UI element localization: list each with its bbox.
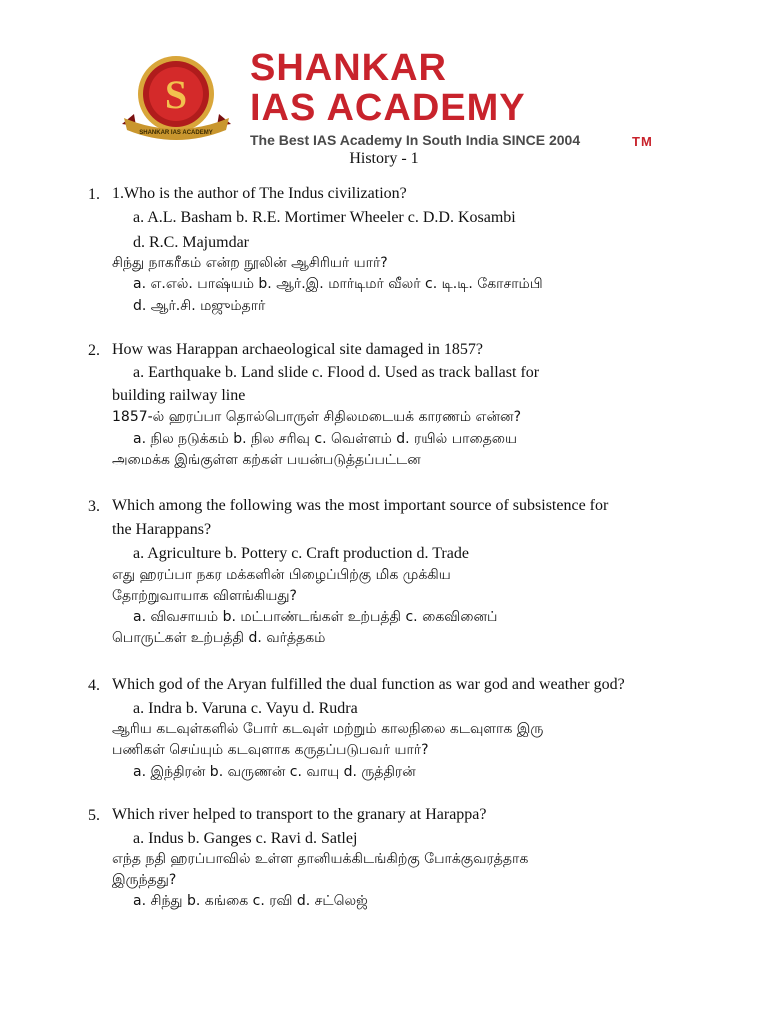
question-text-tamil: a. எ.எல். பாஷ்யம் b. ஆர்.இ. மார்டிமர் வீலர் c. டி.டி. கோசாம்பி bbox=[133, 276, 543, 292]
answer-options-english: building railway line bbox=[112, 387, 246, 404]
page-header bbox=[0, 0, 768, 150]
brand-name-line2-text: IAS ACADEMY bbox=[250, 87, 526, 129]
question-text-tamil: a. விவசாயம் b. மட்பாண்டங்கள் உற்பத்தி c. கைவினைப் bbox=[133, 609, 498, 625]
question-text-tamil: பணிகள் செய்யும் கடவுளாக கருதப்படுபவர் யார்? bbox=[112, 742, 429, 758]
brand-name-line1: SHANKAR bbox=[250, 47, 447, 89]
emblem-ribbon-text: SHANKAR IAS ACADEMY bbox=[139, 130, 213, 136]
question-text-english: Which god of the Aryan fulfilled the dual function as war god and weather god? bbox=[112, 676, 625, 693]
answer-options-english: a. Indus b. Ganges c. Ravi d. Satlej bbox=[133, 830, 358, 847]
question-text-tamil: a. நில நடுக்கம் b. நில சரிவு c. வெள்ளம் d. ரயில் பாதையை bbox=[133, 431, 518, 447]
trademark-mark: TM bbox=[632, 134, 653, 149]
answer-options-english: the Harappans? bbox=[112, 521, 212, 538]
question-text-tamil: அமைக்க இங்குள்ள கற்கள் பயன்படுத்தப்பட்டன bbox=[112, 452, 421, 468]
question-text-tamil: ஆரிய கடவுள்களில் போர் கடவுள் மற்றும் காலநிலை கடவுளாக இரு bbox=[112, 721, 544, 737]
answer-options-english: a. Earthquake b. Land slide c. Flood d. Used as track ballast for bbox=[133, 364, 540, 381]
question-number: 2. bbox=[88, 342, 100, 359]
question-text-tamil: 1857-ல் ஹரப்பா தொல்பொருள் சிதிலமடையக் காரணம் என்ன? bbox=[112, 409, 522, 425]
question-text-tamil: எது ஹரப்பா நகர மக்களின் பிழைப்பிற்கு மிக முக்கிய bbox=[112, 567, 451, 583]
answer-options-english: a. Indra b. Varuna c. Vayu d. Rudra bbox=[133, 700, 358, 717]
academy-emblem-logo bbox=[114, 52, 239, 150]
question-text-english: 1.Who is the author of The Indus civilization? bbox=[112, 185, 407, 202]
brand-block bbox=[250, 47, 653, 149]
question-text-tamil: இருந்தது? bbox=[112, 872, 177, 888]
question-text-tamil: a. இந்திரன் b. வருணன் c. வாயு d. ருத்திரன் bbox=[133, 764, 416, 780]
question-number: 5. bbox=[88, 807, 100, 824]
question-number: 1. bbox=[88, 186, 100, 203]
question-number: 3. bbox=[88, 498, 100, 515]
question-text-english: Which river helped to transport to the granary at Harappa? bbox=[112, 806, 487, 823]
question-text-tamil: தோற்றுவாயாக விளங்கியது? bbox=[112, 588, 297, 604]
question-text-english: How was Harappan archaeological site damaged in 1857? bbox=[112, 341, 483, 358]
emblem-letter: S bbox=[164, 72, 188, 117]
answer-options-english: d. R.C. Majumdar bbox=[133, 234, 249, 251]
question-text-tamil: பொருட்கள் உற்பத்தி d. வர்த்தகம் bbox=[112, 630, 326, 646]
document-title: History - 1 bbox=[349, 150, 419, 167]
question-text-tamil: எந்த நதி ஹரப்பாவில் உள்ள தானியக்கிடங்கிற்கு போக்குவரத்தாக bbox=[112, 851, 529, 867]
answer-options-english: a. A.L. Basham b. R.E. Mortimer Wheeler c. D.D. Kosambi bbox=[133, 209, 516, 226]
question-text-tamil: சிந்து நாகரீகம் என்ற நூலின் ஆசிரியர் யார்? bbox=[112, 255, 388, 271]
question-text-english: Which among the following was the most important source of subsistence for bbox=[112, 497, 609, 514]
brand-tagline: The Best IAS Academy In South India SINCE 2004 bbox=[250, 132, 581, 148]
question-number: 4. bbox=[88, 677, 100, 694]
answer-options-english: a. Agriculture b. Pottery c. Craft production d. Trade bbox=[133, 545, 469, 562]
question-text-tamil: a. சிந்து b. கங்கை c. ரவி d. சட்லெஜ் bbox=[133, 893, 368, 909]
question-text-tamil: d. ஆர்.சி. மஜும்தார் bbox=[133, 298, 266, 314]
